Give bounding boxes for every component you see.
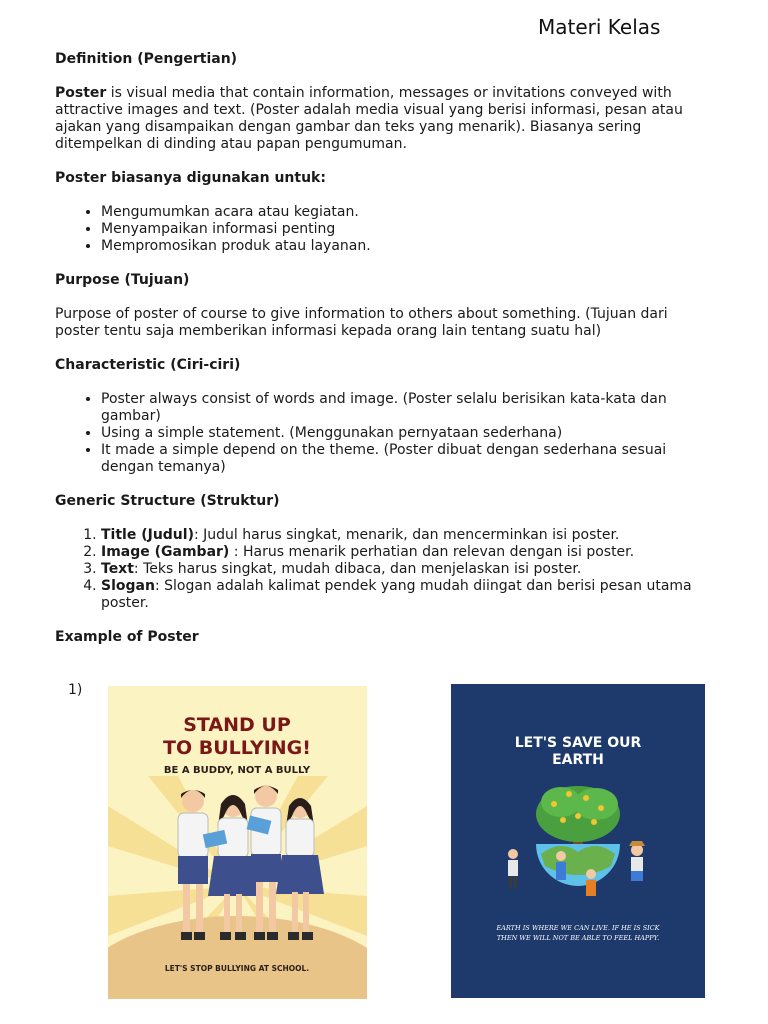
definition-heading: Definition (Pengertian) bbox=[55, 51, 238, 67]
structure-text: : Slogan adalah kalimat pendek yang mudah diingat dan berisi pesan utama poster. bbox=[101, 578, 692, 611]
list-item: • Using a simple statement. (Menggunakan pernyataan sederhana) bbox=[101, 425, 715, 442]
page-title: Materi Kelas bbox=[538, 15, 661, 39]
structure-heading: Generic Structure (Struktur) bbox=[55, 493, 280, 509]
structure-text: : Judul harus singkat, menarik, dan mencerminkan isi poster. bbox=[193, 527, 620, 543]
list-item: • It made a simple depend on the theme. (Poster dibuat dengan sederhana sesuai dengan temanya) bbox=[101, 442, 715, 476]
list-item bbox=[101, 578, 715, 612]
list-item: • Mempromosikan produk atau layanan. bbox=[101, 238, 715, 255]
structure-text: : Harus menarik perhatian dan relevan dengan isi poster. bbox=[229, 544, 635, 560]
document-body bbox=[55, 51, 715, 646]
purpose-heading: Purpose (Tujuan) bbox=[55, 272, 190, 288]
poster2-text-line1: EARTH IS WHERE WE CAN LIVE. IF HE IS SICK bbox=[496, 924, 660, 932]
definition-term: Poster bbox=[55, 85, 107, 101]
uses-heading: Poster biasanya digunakan untuk: bbox=[55, 170, 326, 186]
definition-text: is visual media that contain information, messages or invitations conveyed with attractive images and text. (Poster adalah media visual yang berisi informasi, pesan atau ajakan yang disampaikan dengan gambar dan teks yang menarik). Biasanya sering ditempelkan di dinding atau papan pengumuman. bbox=[55, 85, 683, 152]
poster2-title-line1: LET'S SAVE OUR bbox=[514, 735, 642, 751]
characteristic-heading: Characteristic (Ciri-ciri) bbox=[55, 357, 241, 373]
poster1-subtitle: BE A BUDDY, NOT A BULLY bbox=[163, 765, 311, 776]
poster2-text-line2: THEN WE WILL NOT BE ABLE TO FEEL HAPPY. bbox=[496, 934, 660, 942]
poster1-footer: LET'S STOP BULLYING AT SCHOOL. bbox=[164, 964, 310, 973]
list-item: • Mengumumkan acara atau kegiatan. bbox=[101, 204, 715, 221]
structure-term: Image (Gambar) bbox=[101, 544, 230, 560]
structure-term: Slogan bbox=[101, 578, 155, 594]
list-item: • Poster always consist of words and image. (Poster selalu berisikan kata-kata dan gambar) bbox=[101, 391, 715, 425]
list-item: • Menyampaikan informasi penting bbox=[101, 221, 715, 238]
structure-list bbox=[55, 527, 715, 612]
poster1-title-line2: TO BULLYING! bbox=[163, 737, 311, 759]
characteristic-list bbox=[55, 391, 715, 476]
bullying-poster-graphic bbox=[108, 686, 367, 999]
bullying-poster bbox=[108, 686, 367, 999]
example-heading: Example of Poster bbox=[55, 629, 199, 645]
list-item bbox=[101, 527, 715, 544]
earth-poster-graphic bbox=[451, 684, 705, 998]
definition-paragraph bbox=[55, 85, 715, 153]
poster2-title-line2: EARTH bbox=[552, 752, 604, 768]
earth-poster bbox=[451, 684, 705, 998]
list-item bbox=[101, 561, 715, 578]
structure-term: Title (Judul) bbox=[101, 527, 194, 543]
list-item bbox=[101, 544, 715, 561]
purpose-paragraph: Purpose of poster of course to give information to others about something. (Tujuan dari poster tentu saja memberikan informasi kepada orang lain tentang suatu hal) bbox=[55, 306, 668, 339]
structure-text: : Teks harus singkat, mudah dibaca, dan menjelaskan isi poster. bbox=[133, 561, 582, 577]
example-number: 1) bbox=[68, 682, 83, 698]
uses-list bbox=[55, 204, 715, 255]
structure-term: Text bbox=[101, 561, 134, 577]
poster1-title-line1: STAND UP bbox=[183, 714, 291, 736]
